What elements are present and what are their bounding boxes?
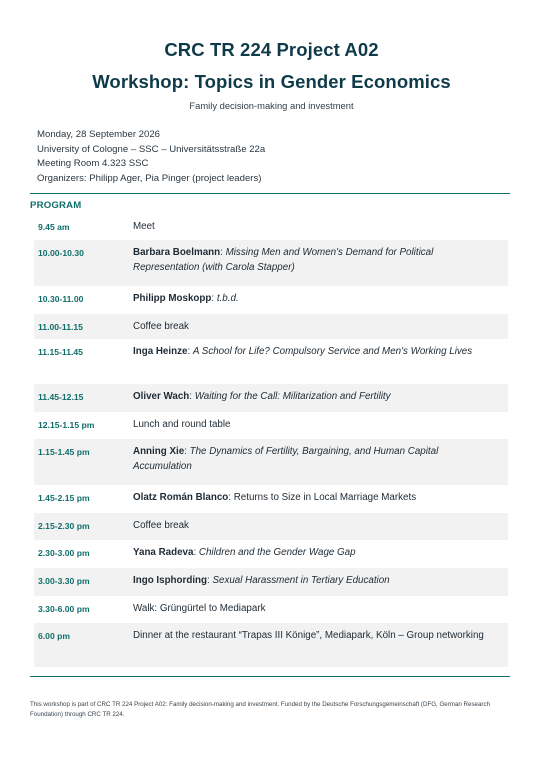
schedule-item	[133, 628, 493, 643]
schedule-row	[34, 596, 508, 623]
schedule-time: 2.30-3.00 pm	[38, 548, 90, 558]
schedule-time: 10.30-11.00	[38, 294, 84, 304]
schedule-item	[133, 417, 493, 432]
workshop-subtitle: Family decision-making and investment	[189, 100, 354, 111]
talk-title: The Dynamics of Fertility, Bargaining, and Human Capital Accumulation	[133, 446, 439, 472]
speaker-name: Inga Heinze	[133, 346, 188, 357]
schedule-row	[34, 540, 508, 568]
schedule-row	[34, 412, 508, 439]
event-info	[37, 128, 265, 186]
separator: :	[189, 391, 195, 402]
schedule-item	[133, 319, 493, 334]
item-text: : Returns to Size in Local Marriage Markets	[228, 492, 417, 503]
schedule-item	[133, 573, 493, 588]
separator: :	[184, 446, 190, 457]
schedule-row	[34, 314, 508, 339]
speaker-name: Ingo Isphording	[133, 575, 208, 586]
schedule-row	[34, 384, 508, 412]
schedule-time: 9.45 am	[38, 222, 70, 232]
talk-title: Waiting for the Call: Militarization and Fertility	[194, 391, 391, 402]
schedule-row	[34, 286, 508, 314]
schedule-item	[133, 291, 493, 306]
schedule-item	[133, 444, 493, 474]
talk-title: Sexual Harassment in Tertiary Education	[212, 575, 390, 586]
schedule-time: 1.15-1.45 pm	[38, 447, 90, 457]
separator: :	[193, 547, 199, 558]
separator: :	[187, 346, 193, 357]
schedule-time: 12.15-1.15 pm	[38, 420, 95, 430]
schedule-item	[133, 601, 493, 616]
speaker-name: Anning Xie	[133, 446, 185, 457]
schedule-time: 2.15-2.30 pm	[38, 521, 90, 531]
talk-title: A School for Life? Compulsory Service and Men's Working Lives	[192, 346, 473, 357]
schedule-time: 11.00-11.15	[38, 322, 83, 332]
schedule-time: 11.15-11.45	[38, 347, 83, 357]
schedule-time: 1.45-2.15 pm	[38, 493, 90, 503]
schedule-item	[133, 518, 493, 533]
schedule-item	[133, 344, 493, 359]
workshop-title: Workshop: Topics in Gender Economics	[92, 71, 451, 92]
document-title: CRC TR 224 Project A02	[164, 39, 379, 60]
divider-bottom	[30, 676, 510, 677]
schedule-time: 3.00-3.30 pm	[38, 576, 90, 586]
talk-title: Missing Men and Women's Demand for Political Representation (with Carola Stapper)	[133, 247, 434, 273]
speaker-name: Olatz Román Blanco	[133, 492, 229, 503]
event-organizers: Organizers: Philipp Ager, Pia Pinger (project leaders)	[37, 172, 262, 184]
schedule-item	[133, 219, 493, 234]
event-room: Meeting Room 4.323 SSC	[37, 158, 149, 170]
event-date: Monday, 28 September 2026	[37, 129, 161, 140]
schedule-row	[34, 513, 508, 540]
item-text: Dinner at the restaurant “Trapas III Könige”, Mediapark, Köln – Group networking	[133, 630, 484, 641]
program-schedule	[34, 214, 508, 667]
talk-title: t.b.d.	[216, 293, 239, 304]
item-text: Coffee break	[133, 321, 189, 332]
schedule-row	[34, 439, 508, 485]
speaker-name: Yana Radeva	[133, 547, 194, 558]
item-text: Coffee break	[133, 520, 189, 531]
separator: :	[211, 293, 217, 304]
talk-title: Children and the Gender Wage Gap	[198, 547, 356, 558]
speaker-name: Barbara Boelmann	[133, 247, 221, 258]
schedule-time: 3.30-6.00 pm	[38, 604, 90, 614]
item-text: Walk: Grüngürtel to Mediapark	[133, 603, 266, 614]
schedule-row	[34, 339, 508, 384]
schedule-row	[34, 240, 508, 286]
schedule-time: 10.00-10.30	[38, 248, 84, 258]
schedule-row	[34, 568, 508, 596]
schedule-row	[34, 623, 508, 667]
schedule-time: 6.00 pm	[38, 631, 71, 641]
item-text: Lunch and round table	[133, 419, 231, 430]
schedule-row	[34, 214, 508, 240]
schedule-row	[34, 485, 508, 513]
schedule-item	[133, 389, 493, 404]
separator: :	[207, 575, 213, 586]
separator: :	[220, 247, 226, 258]
schedule-item	[133, 245, 493, 275]
program-heading: PROGRAM	[30, 200, 82, 211]
speaker-name: Philipp Moskopp	[133, 293, 212, 304]
schedule-item	[133, 490, 493, 505]
divider-top	[30, 193, 510, 194]
event-venue: University of Cologne – SSC – Universitätsstraße 22a	[37, 143, 266, 155]
funding-note: This workshop is part of CRC TR 224 Project A02: Family decision-making and investment. Funded by the Deutsche Forschungsgemeinschaft (DFG, German Research Foundation) through CRC TR 224.	[30, 701, 491, 718]
schedule-time: 11.45-12.15	[38, 392, 84, 402]
speaker-name: Oliver Wach	[133, 391, 190, 402]
item-text: Meet	[133, 221, 155, 232]
schedule-item	[133, 545, 493, 560]
